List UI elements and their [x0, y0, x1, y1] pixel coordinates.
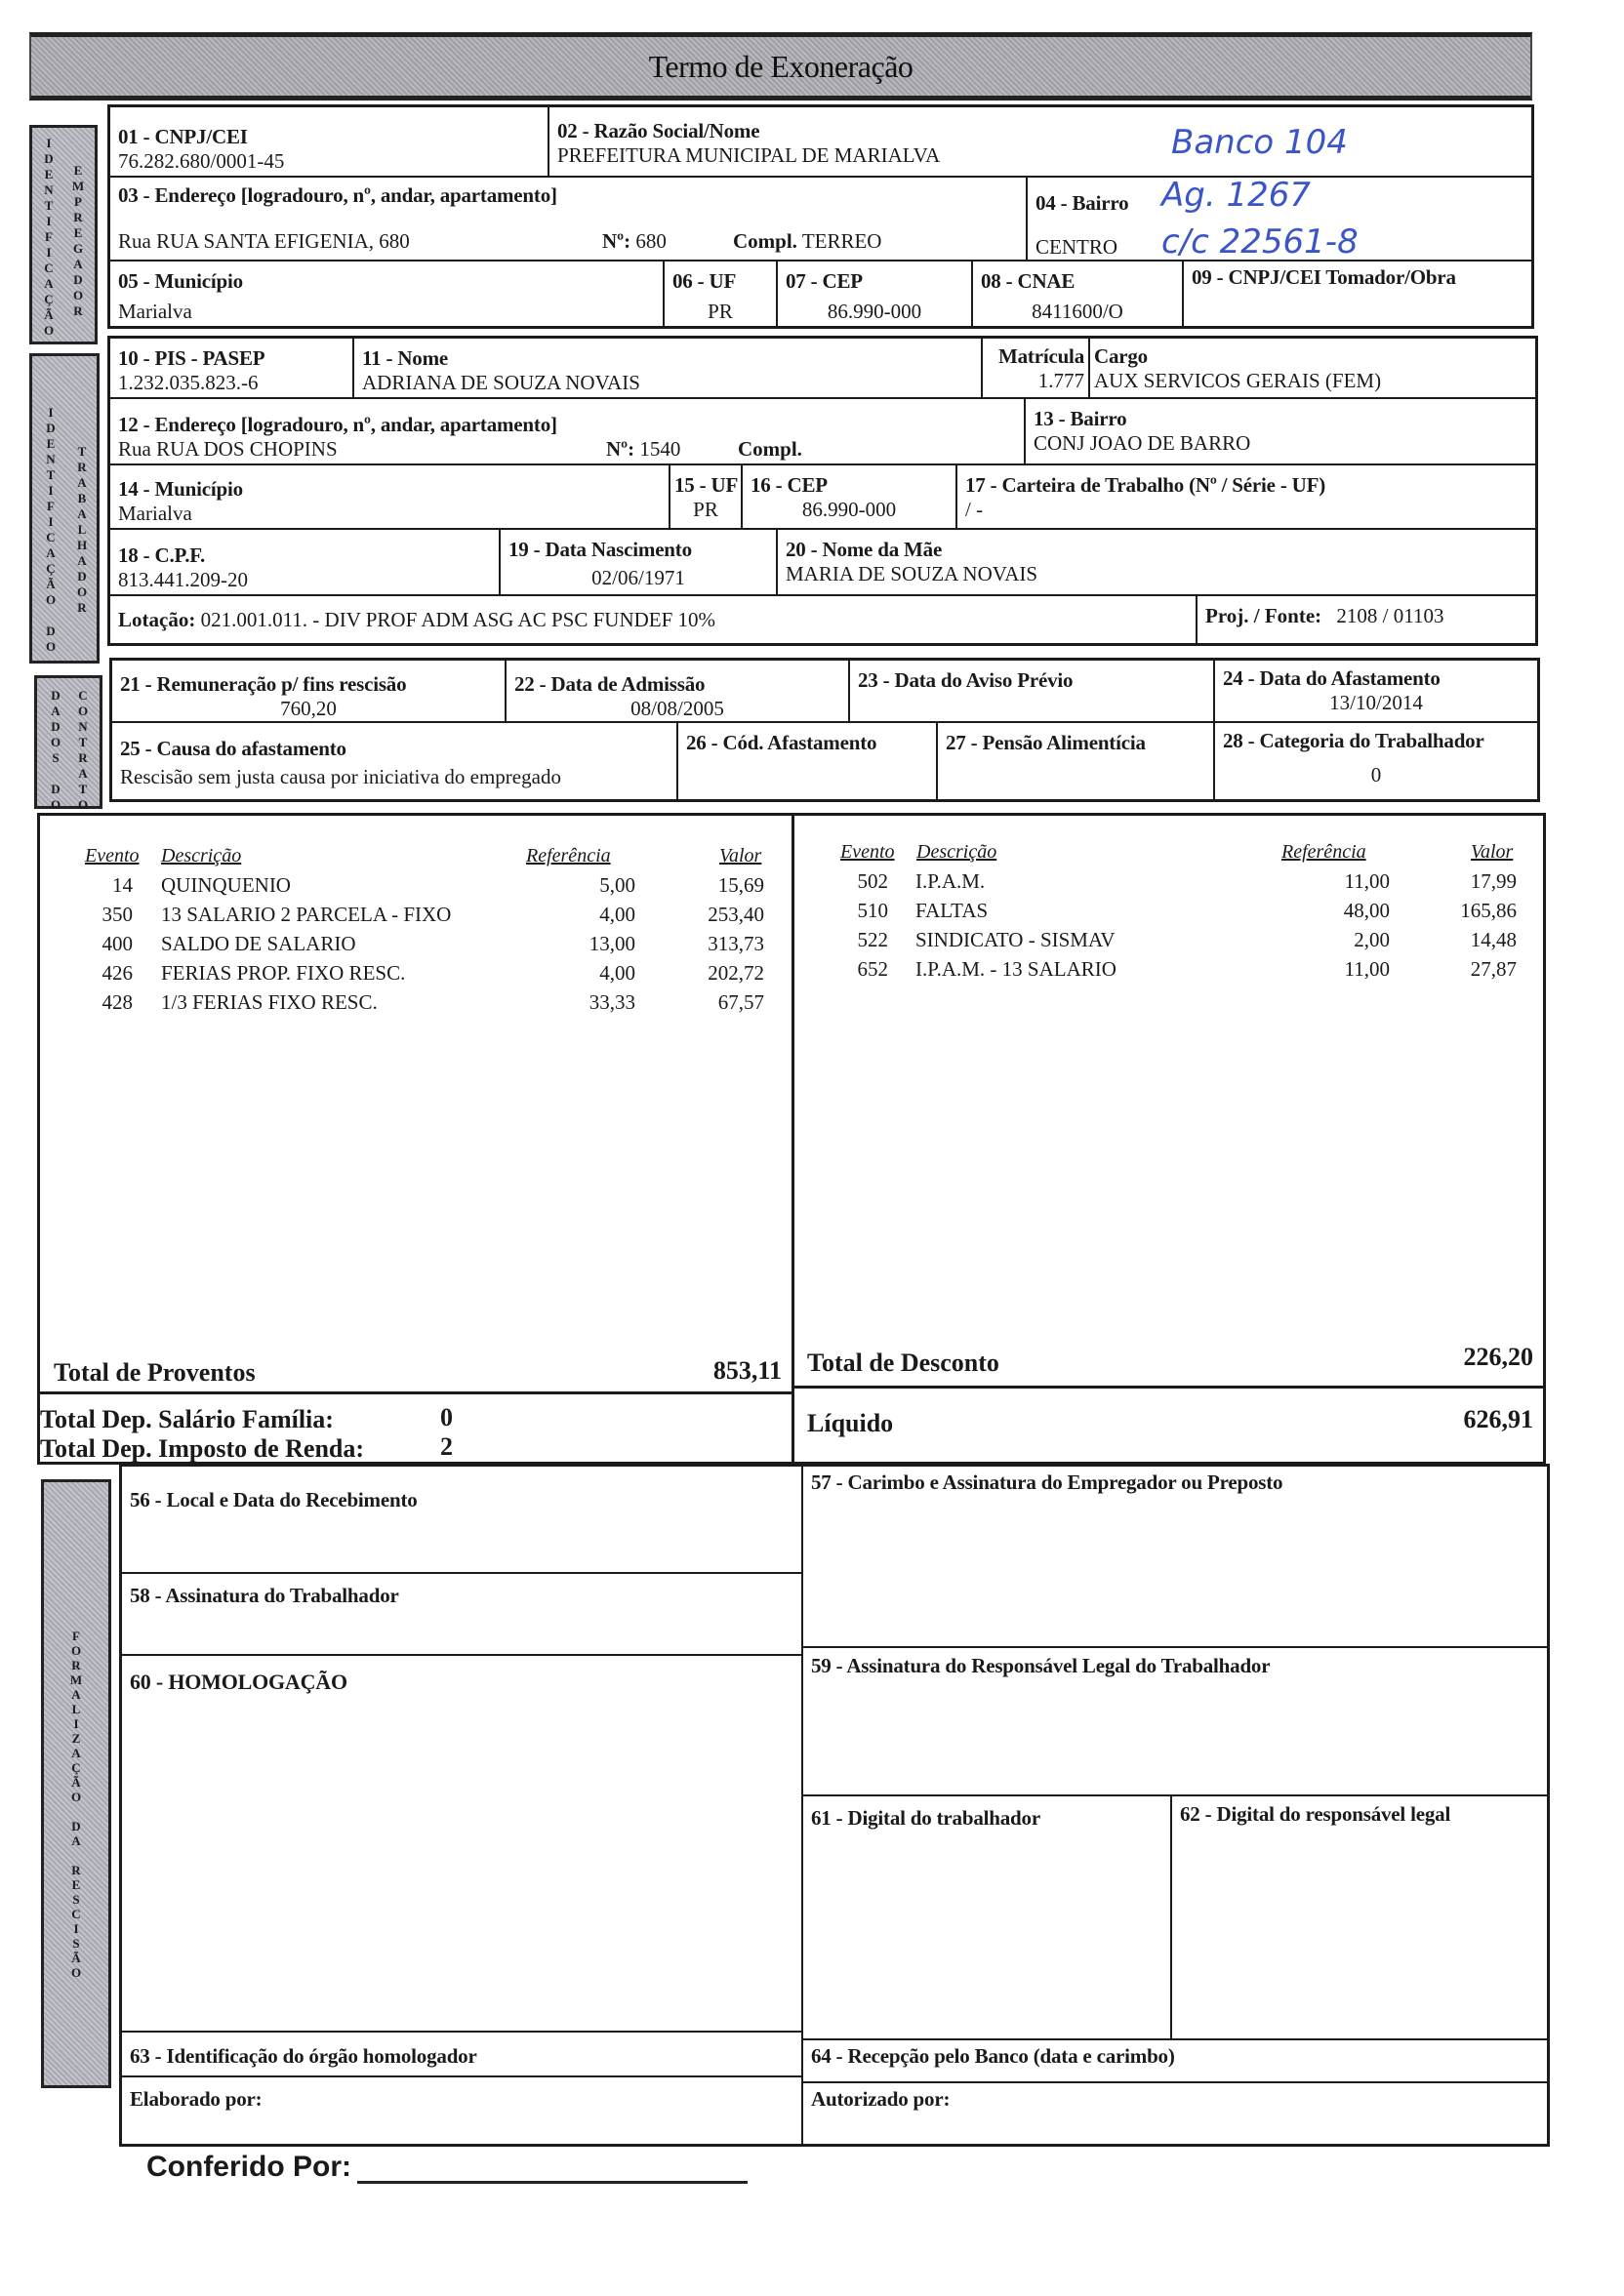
evento-referencia: 11,00 — [1344, 957, 1390, 981]
cep-cell — [743, 465, 957, 530]
mae-label: 20 - Nome da Mãe — [786, 538, 943, 561]
bairro-label: 04 - Bairro — [1035, 191, 1129, 215]
endereco-label: 03 - Endereço [logradouro, nº, andar, apartamento] — [118, 183, 557, 207]
evento-valor: 253,40 — [708, 903, 764, 926]
matricula-cell — [983, 339, 1090, 399]
compl-group — [733, 229, 881, 254]
conferido-por-line[interactable] — [357, 2181, 748, 2184]
liquido-label: Líquido — [807, 1409, 894, 1437]
sidebar-formalizacao-rescisao — [41, 1479, 111, 2088]
endereco-cell — [110, 399, 1026, 465]
ctps-cell — [957, 465, 1535, 530]
evento-valor: 67,57 — [717, 990, 764, 1014]
aviso-previo-cell — [850, 661, 1215, 723]
evento-referencia: 4,00 — [599, 961, 635, 985]
dep-imposto-renda-label: Total Dep. Imposto de Renda: — [40, 1434, 365, 1463]
uf-cell — [665, 262, 778, 326]
razao-social-value: PREFEITURA MUNICIPAL DE MARIALVA — [557, 143, 941, 167]
cpf-label: 18 - C.P.F. — [118, 544, 206, 567]
bairro-value: CENTRO — [1035, 235, 1117, 259]
evento-referencia: 13,00 — [589, 932, 635, 955]
assinatura-trabalhador-label: 58 - Assinatura do Trabalhador — [130, 1584, 399, 1607]
cep-cell — [778, 262, 973, 326]
assinatura-trabalhador-cell — [122, 1574, 803, 1656]
causa-label: 25 - Causa do afastamento — [120, 737, 346, 760]
bairro-value: CONJ JOAO DE BARRO — [1034, 431, 1251, 455]
evento-code: 426 — [102, 961, 133, 985]
descontos-header-descricao: Descrição — [916, 841, 997, 863]
sidebar-text: F O R M A L I Z A Ç Ã O D A R E S C I S Ã O — [69, 1629, 83, 1980]
endereco-cell — [110, 178, 1028, 262]
sidebar-text-col2: T R A B A L H A D O R — [76, 444, 88, 615]
numero-value: 680 — [635, 229, 667, 253]
autorizado-por-cell — [803, 2083, 1547, 2144]
recepcao-banco-cell — [803, 2040, 1547, 2083]
cod-afastamento-cell — [678, 723, 938, 799]
total-proventos-label: Total de Proventos — [54, 1358, 256, 1387]
ctps-label: 17 - Carteira de Trabalho (Nº / Série - UF) — [965, 473, 1326, 497]
municipio-cell — [110, 262, 665, 326]
sidebar-identificacao-empregador — [29, 125, 98, 344]
compl-value: TERREO — [801, 229, 882, 253]
evento-code: 350 — [102, 903, 133, 926]
cep-label: 07 - CEP — [786, 269, 863, 293]
bairro-cell — [1026, 399, 1535, 465]
cnae-label: 08 - CNAE — [981, 269, 1076, 293]
evento-descricao: FALTAS — [915, 899, 989, 922]
total-desconto-value: 226,20 — [1463, 1343, 1533, 1371]
cnae-cell — [973, 262, 1184, 326]
uf-value: PR — [708, 300, 733, 323]
nascimento-value: 02/06/1971 — [591, 566, 685, 589]
nome-value: ADRIANA DE SOUZA NOVAIS — [362, 371, 640, 394]
evento-valor: 14,48 — [1470, 928, 1517, 951]
evento-valor: 165,86 — [1460, 899, 1517, 922]
evento-referencia: 33,33 — [589, 990, 635, 1014]
contrato-section — [109, 658, 1540, 802]
nascimento-label: 19 - Data Nascimento — [508, 538, 692, 561]
endereco-label: 12 - Endereço [logradouro, nº, andar, apartamento] — [118, 413, 557, 436]
endereco-value: Rua RUA DOS CHOPINS — [118, 437, 338, 461]
descontos-header-evento: Evento — [840, 841, 895, 863]
proj-fonte-cell — [1198, 596, 1535, 643]
categoria-value: 0 — [1370, 763, 1382, 786]
total-proventos-value: 853,11 — [712, 1356, 782, 1385]
mae-cell — [778, 530, 1535, 596]
municipio-cell — [110, 465, 670, 530]
matricula-label: Matrícula — [997, 344, 1084, 368]
admissao-cell — [507, 661, 850, 723]
evento-descricao: FERIAS PROP. FIXO RESC. — [161, 961, 406, 985]
uf-label: 15 - UF — [674, 473, 739, 497]
descontos-header-referencia: Referência — [1281, 841, 1366, 863]
evento-valor: 17,99 — [1470, 869, 1517, 893]
dep-salario-familia-label: Total Dep. Salário Família: — [40, 1405, 334, 1433]
evento-descricao: QUINQUENIO — [161, 873, 291, 897]
formalizacao-section — [119, 1464, 1550, 2147]
afastamento-cell — [1215, 661, 1537, 723]
bairro-label: 13 - Bairro — [1034, 407, 1127, 430]
nome-label: 11 - Nome — [362, 346, 449, 370]
pensao-cell — [938, 723, 1215, 799]
evento-referencia: 2,00 — [1354, 928, 1390, 951]
municipio-label: 05 - Município — [118, 269, 243, 293]
numero-group — [606, 437, 680, 462]
evento-code: 522 — [857, 928, 888, 951]
cep-label: 16 - CEP — [751, 473, 828, 497]
proventos-header-referencia: Referência — [526, 845, 611, 866]
cod-afastamento-label: 26 - Cód. Afastamento — [686, 731, 877, 754]
carimbo-empregador-cell — [803, 1467, 1547, 1648]
nome-cell — [354, 339, 983, 399]
mae-value: MARIA DE SOUZA NOVAIS — [786, 562, 1038, 585]
evento-valor: 15,69 — [717, 873, 764, 897]
cnae-value: 8411600/O — [1032, 300, 1123, 323]
document-title: Termo de Exoneração — [648, 48, 914, 84]
numero-group — [602, 229, 667, 254]
remuneracao-cell — [112, 661, 507, 723]
admissao-value: 08/08/2005 — [630, 697, 724, 720]
causa-value: Rescisão sem justa causa por iniciativa do empregado — [120, 765, 561, 788]
afastamento-value: 13/10/2014 — [1329, 691, 1423, 714]
carimbo-empregador-label: 57 - Carimbo e Assinatura do Empregador ou Preposto — [811, 1470, 1283, 1494]
remuneracao-label: 21 - Remuneração p/ fins rescisão — [120, 672, 407, 696]
local-data-recebimento-cell — [122, 1467, 803, 1574]
totals-divider-left — [40, 1391, 792, 1394]
evento-descricao: 1/3 FERIAS FIXO RESC. — [161, 990, 378, 1014]
proventos-header-evento: Evento — [85, 845, 140, 866]
proventos-header-descricao: Descrição — [161, 845, 242, 866]
remuneracao-value: 760,20 — [280, 697, 337, 720]
orgao-homologador-label: 63 - Identificação do órgão homologador — [130, 2044, 477, 2068]
uf-cell — [670, 465, 743, 530]
evento-descricao: I.P.A.M. - 13 SALARIO — [915, 957, 1116, 981]
liquido-value: 626,91 — [1463, 1405, 1533, 1433]
evento-code: 428 — [102, 990, 133, 1014]
elaborado-por-label: Elaborado por: — [130, 2087, 263, 2111]
municipio-value: Marialva — [118, 502, 192, 525]
proj-fonte-label: Proj. / Fonte: — [1205, 604, 1322, 627]
handwritten-agencia: Ag. 1267 — [1161, 176, 1311, 215]
lotacao-label: Lotação: — [118, 608, 196, 631]
orgao-homologador-cell — [122, 2033, 803, 2077]
evento-descricao: SALDO DE SALARIO — [161, 932, 356, 955]
admissao-label: 22 - Data de Admissão — [514, 672, 706, 696]
autorizado-por-label: Autorizado por: — [811, 2087, 951, 2111]
proj-fonte-value: 2108 / 01103 — [1336, 604, 1444, 627]
endereco-value: Rua RUA SANTA EFIGENIA, 680 — [118, 229, 410, 253]
document-title-bar — [29, 32, 1532, 101]
cpf-value: 813.441.209-20 — [118, 568, 248, 591]
total-desconto-label: Total de Desconto — [807, 1349, 999, 1377]
municipio-value: Marialva — [118, 300, 192, 323]
dep-imposto-renda-value: 2 — [440, 1432, 453, 1461]
cpf-cell — [110, 530, 501, 596]
evento-code: 400 — [102, 932, 133, 955]
ctps-value: / - — [965, 498, 984, 521]
digital-trabalhador-cell — [803, 1796, 1172, 2040]
pis-label: 10 - PIS - PASEP — [118, 346, 265, 370]
conferido-por — [146, 2151, 748, 2184]
pensao-label: 27 - Pensão Alimentícia — [946, 731, 1146, 754]
conferido-por-label: Conferido Por: — [146, 2151, 351, 2183]
evento-descricao: I.P.A.M. — [915, 869, 986, 893]
evento-code: 510 — [857, 899, 888, 922]
evento-referencia: 48,00 — [1343, 899, 1390, 922]
municipio-label: 14 - Município — [118, 477, 243, 501]
compl-label: Compl. — [733, 229, 797, 253]
tomador-cell — [1184, 262, 1531, 326]
recepcao-banco-label: 64 - Recepção pelo Banco (data e carimbo) — [811, 2044, 1175, 2068]
cnpj-value: 76.282.680/0001-45 — [118, 149, 285, 173]
uf-label: 06 - UF — [672, 269, 737, 293]
descontos-header-valor: Valor — [1471, 841, 1514, 863]
evento-descricao: SINDICATO - SISMAV — [915, 928, 1116, 951]
evento-code: 14 — [112, 873, 133, 897]
evento-valor: 313,73 — [708, 932, 764, 955]
razao-social-label: 02 - Razão Social/Nome — [557, 119, 760, 142]
pis-value: 1.232.035.823.-6 — [118, 371, 259, 394]
dep-salario-familia-value: 0 — [440, 1403, 453, 1431]
matricula-value: 1.777 — [1037, 369, 1084, 392]
sidebar-identificacao-trabalhador — [29, 353, 100, 664]
evento-code: 652 — [857, 957, 888, 981]
nascimento-cell — [501, 530, 778, 596]
tomador-label: 09 - CNPJ/CEI Tomador/Obra — [1192, 265, 1456, 289]
cargo-value: AUX SERVICOS GERAIS (FEM) — [1094, 369, 1382, 392]
homologacao-cell — [122, 1656, 803, 2033]
local-data-recebimento-label: 56 - Local e Data do Recebimento — [130, 1488, 418, 1511]
cargo-cell — [1090, 339, 1535, 399]
numero-label: Nº: — [602, 229, 631, 253]
compl-label: Compl. — [738, 437, 802, 461]
sidebar-dados-contrato — [34, 675, 102, 812]
sidebar-text-col2: C O N T R A T O — [77, 688, 89, 812]
cargo-label: Cargo — [1094, 344, 1148, 368]
cep-value: 86.990-000 — [801, 498, 897, 521]
sidebar-text-col1: I D E N T I F I C A Ç Ã O D O — [45, 405, 57, 654]
sidebar-text-col1: I D E N T I F I C A Ç Ã O — [43, 136, 55, 338]
numero-label: Nº: — [606, 437, 635, 461]
sidebar-text-col2: E M P R E G A D O R — [71, 163, 85, 318]
verbas-section — [37, 813, 1546, 1465]
pis-cell — [110, 339, 354, 399]
digital-trabalhador-label: 61 - Digital do trabalhador — [811, 1806, 1040, 1830]
cep-value: 86.990-000 — [827, 300, 922, 323]
causa-cell — [112, 723, 678, 799]
sidebar-text-col1: D A D O S D O — [50, 688, 61, 812]
numero-value: 1540 — [639, 437, 681, 461]
cnpj-cell — [110, 107, 549, 178]
totals-divider-right — [794, 1386, 1546, 1389]
razao-social-cell — [549, 107, 1531, 178]
handwritten-conta: c/c 22561-8 — [1161, 222, 1359, 262]
evento-code: 502 — [857, 869, 888, 893]
digital-responsavel-cell — [1172, 1796, 1547, 2040]
digital-responsavel-label: 62 - Digital do responsável legal — [1180, 1802, 1451, 1826]
categoria-label: 28 - Categoria do Trabalhador — [1223, 729, 1484, 752]
evento-descricao: 13 SALARIO 2 PARCELA - FIXO — [161, 903, 452, 926]
evento-referencia: 5,00 — [599, 873, 635, 897]
afastamento-label: 24 - Data do Afastamento — [1223, 666, 1441, 690]
elaborado-por-cell — [122, 2077, 803, 2144]
aviso-previo-label: 23 - Data do Aviso Prévio — [858, 668, 1074, 692]
assinatura-responsavel-label: 59 - Assinatura do Responsável Legal do Trabalhador — [811, 1654, 1271, 1677]
evento-referencia: 11,00 — [1344, 869, 1390, 893]
assinatura-responsavel-cell — [803, 1648, 1547, 1796]
evento-valor: 27,87 — [1470, 957, 1517, 981]
evento-referencia: 4,00 — [599, 903, 635, 926]
lotacao-value: 021.001.011. - DIV PROF ADM ASG AC PSC FUNDEF 10% — [200, 608, 716, 631]
categoria-cell — [1215, 723, 1537, 799]
lotacao-cell — [110, 596, 1198, 643]
cnpj-label: 01 - CNPJ/CEI — [118, 125, 248, 148]
handwritten-banco: Banco 104 — [1171, 123, 1348, 162]
proventos-header-valor: Valor — [719, 845, 762, 866]
trabalhador-section — [107, 336, 1538, 646]
uf-value: PR — [693, 498, 718, 521]
evento-valor: 202,72 — [708, 961, 764, 985]
homologacao-label: 60 - HOMOLOGAÇÃO — [130, 1670, 347, 1694]
